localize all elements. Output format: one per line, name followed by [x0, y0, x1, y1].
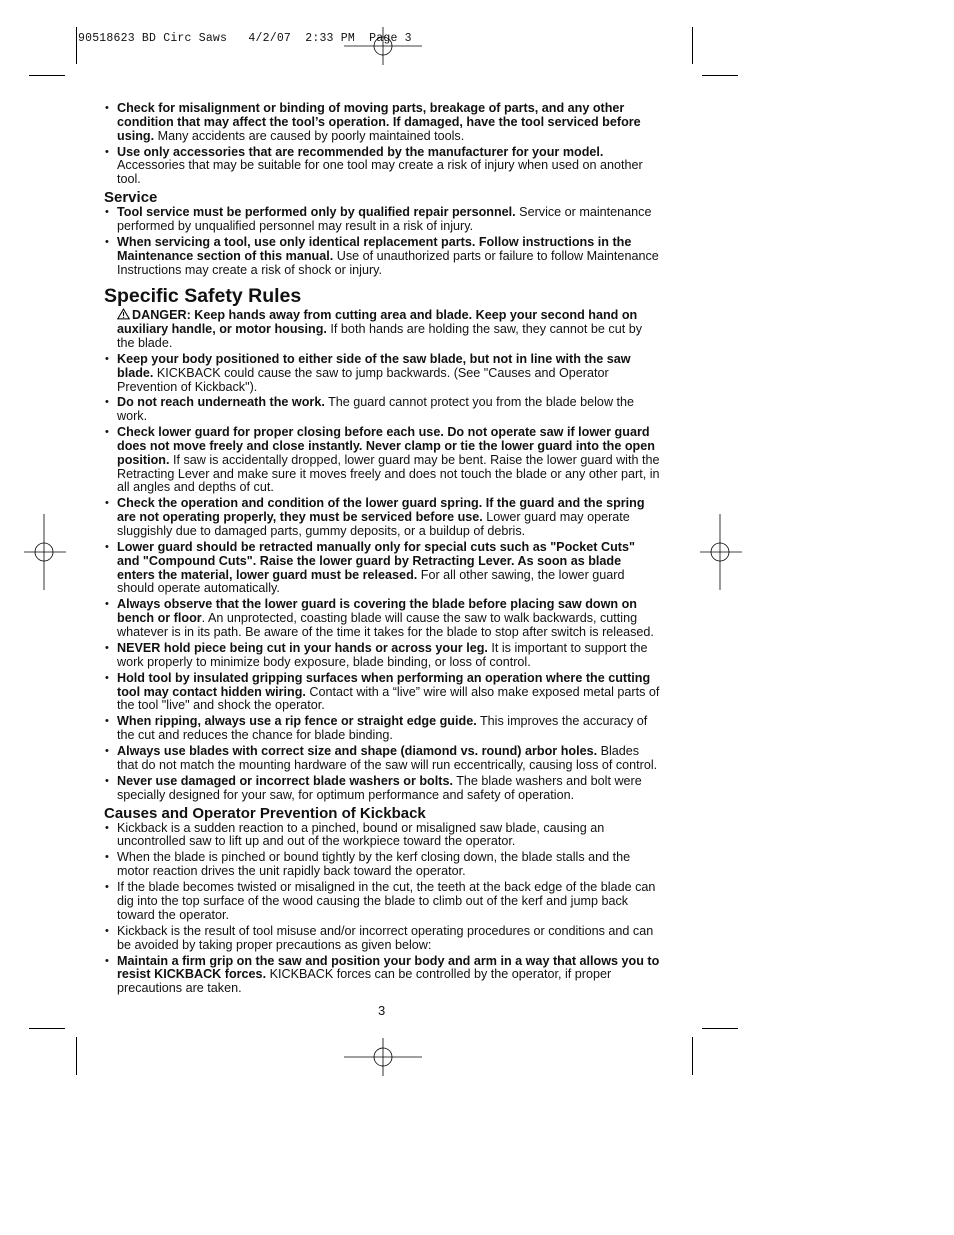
- list-item-bold-text: Use only accessories that are recommended by the manufacturer for your model.: [117, 144, 604, 159]
- specific-rules-list: [104, 353, 660, 803]
- list-item: [104, 642, 660, 670]
- list-item-bold-text: NEVER hold piece being cut in your hands or across your leg.: [117, 640, 488, 655]
- list-item-bold-text: Check for misalignment or binding of moving parts, breakage of parts, and any other condition that may affect the tool’s operation. If damaged, have the tool serviced before using.: [117, 101, 641, 143]
- danger-text: If both hands are holding the saw, they cannot be cut by the blade.: [117, 322, 642, 350]
- crop-mark: [702, 1028, 738, 1029]
- list-item-text: Kickback is the result of tool misuse and/or incorrect operating procedures or conditions and can be avoided by taking proper precautions as given below:: [117, 923, 654, 952]
- danger-bold-text: DANGER: Keep hands away from cutting area and blade. Keep your second hand on auxiliary handle, or motor housing.: [117, 308, 638, 337]
- list-item-bold-text: Keep your body positioned to either side of the saw blade, but not in line with the saw blade.: [117, 351, 631, 380]
- crop-mark: [76, 27, 77, 64]
- registration-mark-icon: [24, 514, 66, 590]
- registration-mark-icon: [700, 514, 742, 590]
- list-item-text: When the blade is pinched or bound tightly by the kerf closing down, the blade stalls and the motor reaction drives the unit rapidly back toward the operator.: [117, 850, 631, 879]
- list-item: [104, 672, 660, 713]
- crop-mark: [29, 75, 65, 76]
- service-list: [104, 206, 660, 277]
- kickback-heading: Causes and Operator Prevention of Kickback: [104, 804, 426, 822]
- registration-mark-icon: [344, 1038, 422, 1076]
- list-item-bold-text: Lower guard should be retracted manually only for special cuts such as "Pocket Cuts" and "Compound Cuts". Raise the lower guard by Retracting Lever. As soon as blade enters the material, lower guard must be released.: [117, 540, 635, 582]
- list-item-text: This improves the accuracy of the cut and reduces the chance for blade binding.: [117, 714, 648, 743]
- list-item-text: KICKBACK could cause the saw to jump backwards. (See "Causes and Operator Prevention of Kickback").: [117, 365, 609, 394]
- list-item-bold-text: Check lower guard for proper closing before each use. Do not operate saw if lower guard does not move freely and close instantly. Never clamp or tie the lower guard into the open position.: [117, 425, 655, 467]
- list-item-text: KICKBACK forces can be controlled by the operator, if proper precautions are taken.: [117, 967, 612, 996]
- list-item-text: Contact with a “live” wire will also make exposed metal parts of the tool "live" and shock the operator.: [117, 684, 660, 713]
- list-item: [104, 881, 660, 922]
- list-item-text: Service or maintenance performed by unqualified personnel may result in a risk of injury.: [117, 205, 652, 233]
- list-item: [104, 396, 660, 424]
- list-item-text: . An unprotected, coasting blade will cause the saw to walk backwards, cutting whatever is in its path. Be aware of the time it takes for the blade to stop after switch is released.: [117, 611, 654, 639]
- list-item-bold-text: Hold tool by insulated gripping surfaces when performing an operation where the cutting tool may contact hidden wiring.: [117, 670, 651, 699]
- list-item-bold-text: Do not reach underneath the work.: [117, 395, 325, 410]
- list-item-bold-text: Never use damaged or incorrect blade washers or bolts.: [117, 773, 453, 788]
- crop-mark: [76, 1037, 77, 1075]
- list-item: [104, 236, 660, 277]
- warning-triangle-icon: [117, 308, 130, 320]
- crop-mark: [692, 27, 693, 64]
- list-item-bold-text: Tool service must be performed only by qualified repair personnel.: [117, 205, 516, 220]
- list-item: [104, 598, 660, 639]
- list-item-text: For all other sawing, the lower guard should operate automatically.: [117, 567, 625, 596]
- list-item: [104, 426, 660, 495]
- specific-safety-heading: Specific Safety Rules: [104, 285, 302, 308]
- list-item: [104, 775, 660, 803]
- service-heading: Service: [104, 189, 158, 207]
- list-item-bold-text: Check the operation and condition of the lower guard spring. If the guard and the spring are not operating properly, they must be serviced before use.: [117, 496, 645, 525]
- list-item-text: The blade washers and bolt were specially designed for your saw, for optimum performance and safety of operation.: [117, 773, 642, 802]
- list-item: [104, 206, 660, 234]
- registration-mark-icon: [344, 27, 422, 65]
- crop-mark: [702, 75, 738, 76]
- list-item-text: Many accidents are caused by poorly maintained tools.: [154, 128, 465, 143]
- kickback-list: [104, 822, 660, 996]
- list-item: [104, 925, 660, 953]
- crop-mark: [692, 1037, 693, 1075]
- page-number: 3: [378, 1003, 386, 1018]
- list-item-text: The guard cannot protect you from the blade below the work.: [117, 395, 635, 424]
- list-item: [104, 102, 660, 143]
- print-slug: 90518623 BD Circ Saws 4/2/07 2:33 PM Page 3: [78, 32, 412, 45]
- list-item: [104, 851, 660, 879]
- list-item-text: Accessories that may be suitable for one tool may create a risk of injury when used on another tool.: [117, 158, 643, 187]
- list-item-text: If saw is accidentally dropped, lower guard may be bent. Raise the lower guard with the Retracting Lever and make sure it moves freely and does not touch the blade or any other part, in all angles and depths of cut.: [117, 452, 660, 495]
- list-item: [104, 497, 660, 538]
- danger-list: [104, 308, 660, 350]
- list-item-bold-text: When servicing a tool, use only identical replacement parts. Follow instructions in the Maintenance section of this manual.: [117, 234, 632, 263]
- list-item-text: It is important to support the work properly to minimize body exposure, blade binding, or loss of control.: [117, 640, 648, 669]
- list-item-bold-text: Always use blades with correct size and shape (diamond vs. round) arbor holes.: [117, 744, 598, 759]
- list-item: [104, 745, 660, 773]
- list-item-bold-text: Maintain a firm grip on the saw and position your body and arm in a way that allows you to resist KICKBACK forces.: [117, 953, 660, 982]
- list-item: [104, 353, 660, 394]
- general-safety-list: [104, 102, 660, 187]
- list-item: [104, 822, 660, 850]
- crop-mark: [29, 1028, 65, 1029]
- list-item-text: Kickback is a sudden reaction to a pinched, bound or misaligned saw blade, causing an uncontrolled saw to lift up and out of the workpiece toward the operator.: [117, 820, 605, 849]
- list-item-text: Use of unauthorized parts or failure to follow Maintenance Instructions may create a risk of shock or injury.: [117, 248, 659, 277]
- list-item-text: Lower guard may operate sluggishly due to damaged parts, gummy deposits, or a buildup of debris.: [117, 510, 630, 539]
- list-item-text: If the blade becomes twisted or misaligned in the cut, the teeth at the back edge of the blade can dig into the top surface of the wood causing the blade to climb out of the kerf and jump back toward the operator.: [117, 880, 656, 922]
- manual-page-content: [104, 102, 660, 998]
- list-item: [104, 541, 660, 596]
- list-item: [104, 955, 660, 996]
- list-item: [104, 715, 660, 743]
- list-item: [104, 146, 660, 187]
- list-item-text: Blades that do not match the mounting hardware of the saw will run eccentrically, causing loss of control.: [117, 744, 658, 772]
- danger-item: [104, 308, 660, 350]
- list-item-bold-text: Always observe that the lower guard is covering the blade before placing saw down on bench or floor: [117, 597, 637, 626]
- list-item-bold-text: When ripping, always use a rip fence or straight edge guide.: [117, 714, 477, 729]
